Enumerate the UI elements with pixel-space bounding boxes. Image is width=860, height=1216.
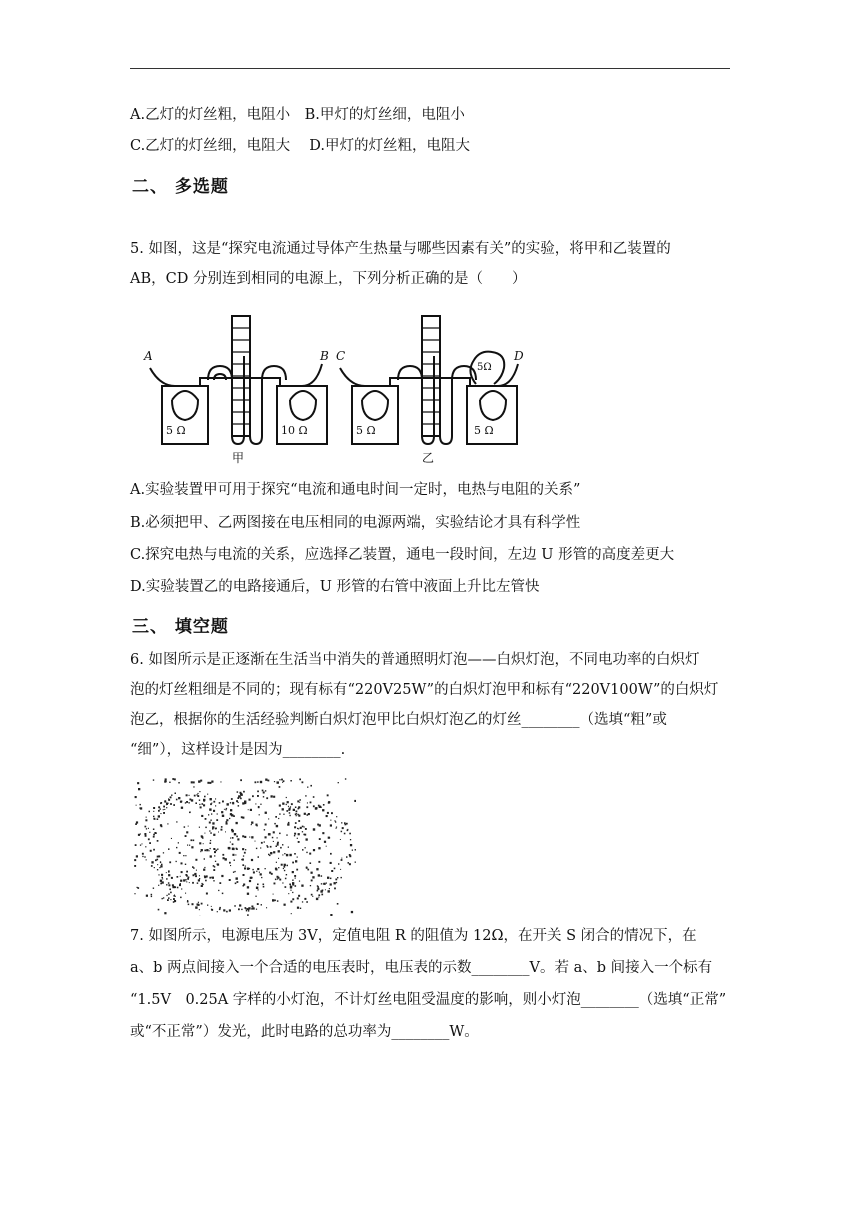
section2-heading: 二、 多选题 <box>132 177 229 197</box>
q5-option-b: B.必须把甲、乙两图接在电压相同的电源两端，实验结论才具有科学性 <box>130 515 581 531</box>
light-bulb-photo <box>134 778 356 916</box>
q7-line3: “1.5V 0.25A 字样的小灯泡，不计灯丝电阻受温度的影响，则小灯泡________（选填“正常” <box>130 992 727 1008</box>
section3-heading: 三、 填空题 <box>132 617 229 637</box>
speckle-texture <box>134 778 356 916</box>
q5-option-d: D.实验装置乙的电路接通后，U 形管的右管中液面上升比左管快 <box>130 579 540 595</box>
resistor-label-jia-right: 10 Ω <box>281 424 308 437</box>
q6-line1: 6. 如图所示是正逐渐在生活当中消失的普通照明灯泡——白炽灯泡，不同电功率的白炽灯 <box>130 652 700 668</box>
q4-options-row2: C.乙灯的灯丝细，电阻大 D.甲灯的灯丝粗，电阻大 <box>130 138 471 154</box>
terminal-b: B <box>320 349 329 363</box>
q6-line3: 泡乙，根据你的生活经验判断白炽灯泡甲比白炽灯泡乙的灯丝________（选填“粗”或 <box>130 712 667 728</box>
q7-line1: 7. 如图所示，电源电压为 3V，定值电阻 R 的阻值为 12Ω，在开关 S 闭合的情况下，在 <box>130 928 697 944</box>
q5-stem-line2: AB，CD 分别连到相同的电源上，下列分析正确的是（ ） <box>130 271 527 287</box>
resistor-label-yi-right: 5 Ω <box>474 424 494 437</box>
resistor-label-jia-left: 5 Ω <box>166 424 186 437</box>
q7-line2: a、b 两点间接入一个合适的电压表时，电压表的示数________V。若 a、b 间接入一个标有 <box>130 960 713 976</box>
q6-line2: 泡的灯丝粗细是不同的；现有标有“220V25W”的白炽灯泡甲和标有“220V100W”的白炽灯 <box>130 682 719 698</box>
q5-stem-line1: 5. 如图，这是“探究电流通过导体产生热量与哪些因素有关”的实验，将甲和乙装置的 <box>130 241 671 257</box>
q5-option-a: A.实验装置甲可用于探究“电流和通电时间一定时，电热与电阻的关系” <box>130 482 581 498</box>
q7-line4: 或“不正常”）发光，此时电路的总功率为________W。 <box>130 1024 479 1040</box>
q5-experiment-figure <box>140 308 530 468</box>
header-rule <box>130 68 730 69</box>
terminal-a: A <box>144 349 153 363</box>
resistor-label-yi-external: 5Ω <box>477 362 492 373</box>
terminal-c: C <box>336 349 346 363</box>
apparatus-label-jia: 甲 <box>232 451 245 465</box>
resistor-label-yi-left: 5 Ω <box>356 424 376 437</box>
terminal-d: D <box>514 349 524 363</box>
apparatus-label-yi: 乙 <box>422 451 435 465</box>
q6-line4: “细”），这样设计是因为________. <box>130 742 346 758</box>
q4-options-row1: A.乙灯的灯丝粗，电阻小 B.甲灯的灯丝细，电阻小 <box>130 107 465 123</box>
q5-option-c: C.探究电热与电流的关系，应选择乙装置，通电一段时间，左边 U 形管的高度差更大 <box>130 547 675 563</box>
